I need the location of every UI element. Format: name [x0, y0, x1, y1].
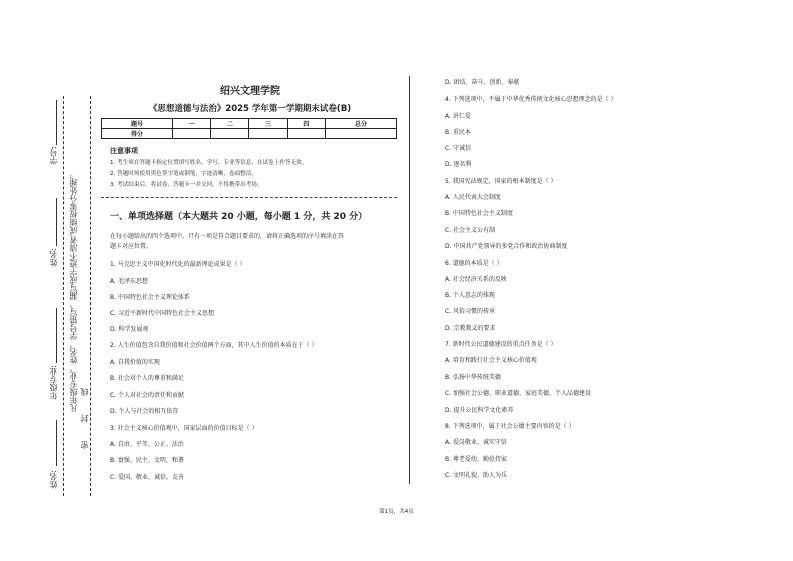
section-intro-line: 在每小题给出的四个选项中，只有一项是符合题目要求的，请将正确选项的序号填涂在答: [110, 233, 345, 240]
option: C. 社会主义公有制: [445, 227, 496, 234]
question-stem: 4. 下列选项中，不属于中华优秀传统文化核心思想理念的是（ ）: [445, 96, 617, 103]
option: A. 自我价值的实现: [110, 359, 160, 366]
seal-line-text: 密 封 线: [80, 380, 89, 450]
option: C. 风俗习惯的传承: [445, 308, 496, 315]
score-cell: [249, 129, 287, 139]
score-cell: 总分: [325, 119, 396, 129]
note-item: 1. 考生须在答题卡指定位置填写姓名、学号、专业等信息，在试卷上作答无效。: [110, 160, 308, 166]
note-item: 3. 考试结束后，将试卷、答题卡一并交回，不得携带出考场。: [110, 182, 263, 188]
option: C. 习近平新时代中国特色社会主义思想: [110, 310, 215, 317]
score-cell: [325, 129, 396, 139]
option: D. 科学发展观: [110, 326, 149, 333]
option: C. 文明礼貌、助人为乐: [445, 472, 508, 479]
option: C. 守诚信: [445, 145, 472, 152]
score-cell: 二: [211, 119, 249, 129]
student-id-label: 学号:: [49, 146, 58, 165]
exam-rules-text: 成绩按零分处理。: [69, 170, 78, 234]
option: B. 中国特色社会主义理论体系: [110, 294, 190, 301]
exam-title: 《思想道德与法治》2025 学年第一学期期末试卷(B): [148, 104, 352, 114]
question-stem: 5. 我国宪法规定，国家的根本制度是（ ）: [445, 178, 557, 185]
option: B. 弘扬中华传统美德: [445, 374, 501, 381]
question-stem: 2. 人生价值包含自我价值和社会价值两个方面，其中人生价值的本质在于（ ）: [110, 342, 318, 349]
option: D. 个人与社会的相互依存: [110, 408, 179, 415]
option: A. 自由、平等、公正、法治: [110, 441, 184, 448]
option: D. 团结、奋斗、创新、奉献: [445, 79, 520, 86]
score-table: [101, 118, 397, 139]
score-cell: 得分: [102, 129, 173, 139]
student-id-underline: [56, 100, 57, 145]
score-cell: [211, 129, 249, 139]
score-cell: [172, 129, 210, 139]
grade-major-label: 年级专业:: [49, 365, 58, 400]
score-cell: 三: [249, 119, 287, 129]
grade-major-underline: [56, 308, 57, 363]
note-item: 2. 答题时须使用黑色签字笔或钢笔，字迹清晰，卷面整洁。: [110, 171, 257, 177]
option: A. 毛泽东思想: [110, 278, 148, 285]
binding-line-inner: [90, 96, 91, 496]
option: B. 富强、民主、文明、和谐: [110, 457, 184, 464]
score-cell: 题号: [102, 119, 173, 129]
option: D. 提升公民科学文化素养: [445, 407, 514, 414]
question-stem: 3. 社会主义核心价值观中，国家层面的价值目标是（ ）: [110, 425, 258, 432]
option: B. 社会对个人的尊重和满足: [110, 375, 184, 382]
question-stem: 7. 新时代公民道德建设的重点任务是（ ）: [445, 341, 557, 348]
school-name: 绍兴文理学院: [220, 86, 280, 97]
option: B. 尊老爱幼、勤俭持家: [445, 456, 507, 463]
option: D. 宗教教义的要求: [445, 325, 496, 332]
column-separator: [409, 76, 410, 484]
name-label-bottom: 姓名:: [49, 470, 58, 489]
option: C. 加强社会公德、职业道德、家庭美德、个人品德建设: [445, 390, 592, 397]
score-cell: [287, 129, 325, 139]
option: D. 逐名利: [445, 161, 472, 168]
section-intro: [110, 232, 395, 252]
section-intro-line: 题卡对应位置。: [110, 243, 153, 250]
name-label: 姓名:: [49, 248, 58, 267]
exam-warning-text: 凡年级专业、姓名、学号错写、漏写或字迹不清者，: [69, 228, 78, 412]
section-divider: [101, 197, 397, 198]
score-cell: 一: [172, 119, 210, 129]
bottom-underline: [56, 420, 57, 466]
question-stem: 6. 道德的本质是（ ）: [445, 260, 503, 267]
option: A. 培育和践行社会主义核心价值观: [445, 357, 537, 364]
question-stem: 1. 马克思主义中国化时代化的最新理论成果是（ ）: [110, 261, 246, 268]
score-table-header-row: [102, 119, 397, 129]
option: A. 人民代表大会制度: [445, 194, 501, 201]
question-stem: 8. 下列选项中，属于社会公德主要内容的是（ ）: [445, 423, 575, 430]
option: C. 爱国、敬业、诚信、友善: [110, 474, 185, 481]
option: B. 中国特色社会主义制度: [445, 210, 513, 217]
score-table-score-row: [102, 129, 397, 139]
option: A. 社会经济关系的反映: [445, 276, 507, 283]
option: A. 爱岗敬业、诚实守信: [445, 439, 507, 446]
section-title: 一、单项选择题（本大题共 20 小题，每小题 1 分，共 20 分）: [110, 212, 368, 222]
option: D. 中国共产党领导的多党合作和政治协商制度: [445, 243, 568, 250]
option: B. 重民本: [445, 129, 471, 136]
name-underline: [56, 198, 57, 246]
binding-line-outer: [63, 96, 64, 496]
notes-title: 注意事项: [110, 147, 138, 155]
option: A. 讲仁爱: [445, 113, 471, 120]
score-cell: 四: [287, 119, 325, 129]
option: C. 个人对社会的责任和贡献: [110, 392, 185, 399]
page-footer: 第1页，共4页: [379, 509, 414, 515]
option: B. 个人意志的体现: [445, 292, 495, 299]
